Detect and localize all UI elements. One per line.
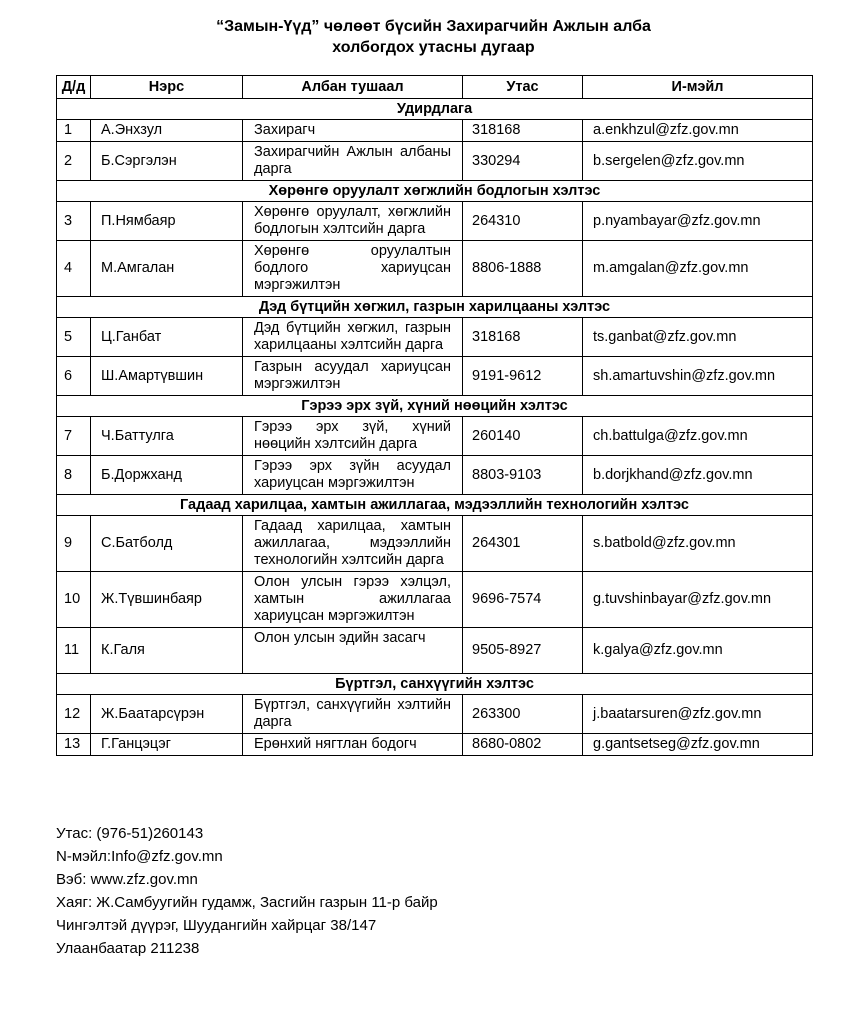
col-header-position: Албан тушаал: [243, 76, 463, 99]
cell-no: 4: [57, 241, 91, 297]
cell-no: 1: [57, 120, 91, 142]
cell-name: Ж.Түвшинбаяр: [91, 572, 243, 628]
cell-position: Олон улсын эдийн засагч: [243, 628, 463, 674]
footer-address-line1: Хаяг: Ж.Самбуугийн гудамж, Засгийн газрын 11-р байр: [56, 894, 438, 911]
cell-name: К.Галя: [91, 628, 243, 674]
col-header-no: Д/д: [57, 76, 91, 99]
cell-phone: 9191-9612: [463, 357, 583, 396]
col-header-name: Нэрс: [91, 76, 243, 99]
section-row: [57, 99, 813, 120]
cell-no: 6: [57, 357, 91, 396]
footer-address-line3: Улаанбаатар 211238: [56, 940, 200, 957]
section-row: [57, 396, 813, 417]
document-title: [56, 16, 811, 58]
cell-email: a.enkhzul@zfz.gov.mn: [583, 120, 813, 142]
cell-phone: 330294: [463, 142, 583, 181]
cell-email: m.amgalan@zfz.gov.mn: [583, 241, 813, 297]
footer-address-line2: Чингэлтэй дүүрэг, Шуудангийн хайрцаг 38/147: [56, 917, 377, 934]
section-title: Удирдлага: [57, 99, 813, 120]
cell-name: Б.Сэргэлэн: [91, 142, 243, 181]
contact-footer: [56, 822, 852, 960]
cell-position: Гадаад харилцаа, хамтын ажиллагаа, мэдээллийн технологийн хэлтсийн дарга: [243, 516, 463, 572]
cell-no: 5: [57, 318, 91, 357]
cell-phone: 8803-9103: [463, 456, 583, 495]
cell-email: sh.amartuvshin@zfz.gov.mn: [583, 357, 813, 396]
table-row: [57, 516, 813, 572]
footer-website: Вэб: www.zfz.gov.mn: [56, 871, 198, 888]
header-row: [57, 76, 813, 99]
table-row: [57, 417, 813, 456]
cell-position: Хөрөнгө оруулалт, хөгжлийн бодлогын хэлтсийн дарга: [243, 202, 463, 241]
cell-email: g.tuvshinbayar@zfz.gov.mn: [583, 572, 813, 628]
cell-phone: 9505-8927: [463, 628, 583, 674]
table-row: [57, 572, 813, 628]
section-row: [57, 674, 813, 695]
cell-phone: 8806-1888: [463, 241, 583, 297]
cell-phone: 260140: [463, 417, 583, 456]
cell-position: Захирагч: [243, 120, 463, 142]
table-row: [57, 142, 813, 181]
table-row: [57, 202, 813, 241]
table-row: [57, 318, 813, 357]
table-row: [57, 357, 813, 396]
cell-position: Гэрээ эрх зүй, хүний нөөцийн хэлтсийн дарга: [243, 417, 463, 456]
table-row: [57, 241, 813, 297]
section-title: Хөрөнгө оруулалт хөгжлийн бодлогын хэлтэс: [57, 181, 813, 202]
cell-name: Ц.Ганбат: [91, 318, 243, 357]
section-title: Гадаад харилцаа, хамтын ажиллагаа, мэдээллийн технологийн хэлтэс: [57, 495, 813, 516]
cell-name: С.Батболд: [91, 516, 243, 572]
cell-email: b.dorjkhand@zfz.gov.mn: [583, 456, 813, 495]
cell-phone: 264310: [463, 202, 583, 241]
section-title: Дэд бүтцийн хөгжил, газрын харилцааны хэлтэс: [57, 297, 813, 318]
contact-table: [56, 75, 813, 756]
cell-position: Бүртгэл, санхүүгийн хэлтийн дарга: [243, 695, 463, 734]
cell-name: Б.Доржханд: [91, 456, 243, 495]
cell-position: Ерөнхий нягтлан бодогч: [243, 734, 463, 756]
cell-email: j.baatarsuren@zfz.gov.mn: [583, 695, 813, 734]
cell-name: П.Нямбаяр: [91, 202, 243, 241]
cell-position: Олон улсын гэрээ хэлцэл, хамтын ажиллагаа хариуцсан мэргэжилтэн: [243, 572, 463, 628]
cell-phone: 263300: [463, 695, 583, 734]
section-title: Гэрээ эрх зүй, хүний нөөцийн хэлтэс: [57, 396, 813, 417]
cell-no: 9: [57, 516, 91, 572]
cell-phone: 9696-7574: [463, 572, 583, 628]
cell-no: 7: [57, 417, 91, 456]
cell-email: b.sergelen@zfz.gov.mn: [583, 142, 813, 181]
footer-phone: Утас: (976-51)260143: [56, 825, 204, 842]
title-line-2: холбогдох утасны дугаар: [332, 39, 535, 56]
section-title: Бүртгэл, санхүүгийн хэлтэс: [57, 674, 813, 695]
section-row: [57, 181, 813, 202]
cell-position: Газрын асуудал хариуцсан мэргэжилтэн: [243, 357, 463, 396]
cell-phone: 318168: [463, 318, 583, 357]
cell-email: ch.battulga@zfz.gov.mn: [583, 417, 813, 456]
cell-email: g.gantsetseg@zfz.gov.mn: [583, 734, 813, 756]
cell-position: Дэд бүтцийн хөгжил, газрын харилцааны хэлтсийн дарга: [243, 318, 463, 357]
table-row: [57, 456, 813, 495]
title-line-1: “Замын-Үүд” чөлөөт бүсийн Захирагчийн Ажлын алба: [216, 18, 651, 35]
cell-name: Ж.Баатарсүрэн: [91, 695, 243, 734]
cell-name: Ш.Амартүвшин: [91, 357, 243, 396]
cell-phone: 8680-0802: [463, 734, 583, 756]
section-row: [57, 495, 813, 516]
col-header-email: И-мэйл: [583, 76, 813, 99]
cell-email: k.galya@zfz.gov.mn: [583, 628, 813, 674]
cell-no: 3: [57, 202, 91, 241]
cell-no: 10: [57, 572, 91, 628]
cell-position: Хөрөнгө оруулалтын бодлого хариуцсан мэргэжилтэн: [243, 241, 463, 297]
cell-phone: 264301: [463, 516, 583, 572]
table-body: [57, 99, 813, 756]
cell-phone: 318168: [463, 120, 583, 142]
cell-name: Ч.Баттулга: [91, 417, 243, 456]
table-row: [57, 734, 813, 756]
cell-email: s.batbold@zfz.gov.mn: [583, 516, 813, 572]
cell-name: А.Энхзул: [91, 120, 243, 142]
cell-name: М.Амгалан: [91, 241, 243, 297]
col-header-phone: Утас: [463, 76, 583, 99]
cell-email: ts.ganbat@zfz.gov.mn: [583, 318, 813, 357]
cell-name: Г.Ганцэцэг: [91, 734, 243, 756]
cell-no: 2: [57, 142, 91, 181]
cell-no: 12: [57, 695, 91, 734]
cell-email: p.nyambayar@zfz.gov.mn: [583, 202, 813, 241]
table-row: [57, 120, 813, 142]
section-row: [57, 297, 813, 318]
cell-no: 11: [57, 628, 91, 674]
cell-no: 13: [57, 734, 91, 756]
table-row: [57, 695, 813, 734]
footer-email: N-мэйл:Info@zfz.gov.mn: [56, 848, 223, 865]
cell-position: Захирагчийн Ажлын албаны дарга: [243, 142, 463, 181]
table-row: [57, 628, 813, 674]
cell-position: Гэрээ эрх зүйн асуудал хариуцсан мэргэжилтэн: [243, 456, 463, 495]
cell-no: 8: [57, 456, 91, 495]
